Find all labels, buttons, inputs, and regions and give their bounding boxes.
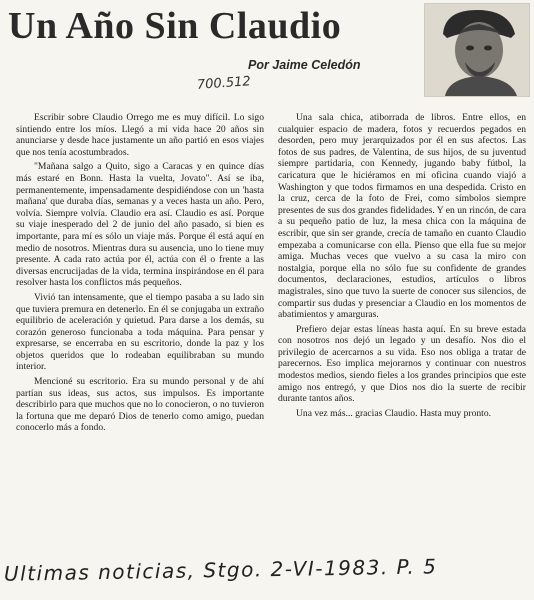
portrait-photo bbox=[424, 3, 530, 97]
paragraph: Mencioné su escritorio. Era su mundo personal y de ahí partían sus ideas, sus actos, sus impulsos. Es importante describirlo para que muchos que no lo conocieron, o no tuvieron la fortuna que me deparó Dios de tenerlo como amigo, puedan conocerlo más a fondo. bbox=[16, 376, 264, 434]
article-column-right bbox=[278, 112, 526, 422]
paragraph: Vivió tan intensamente, que el tiempo pasaba a su lado sin que tuviera premura en detenerlo. En él se conjugaba un extraño equilibrio de aceleración y quietud. Para darse a los demás, su corazón generoso funcionaba a toda máquina. Para pensar y expresarse, se encerraba en su escritorio, donde la paz y los objetos queridos que lo rodeaban equilibraban su mundo interior. bbox=[16, 291, 264, 373]
paragraph: Una sala chica, atiborrada de libros. Entre ellos, en cualquier espacio de madera, fotos y recuerdos pegados en desorden, pero muy jerarquizados por él en sus afectos. Las fotos de sus padres, de Valentina, de sus hijos, de su juventud siempre partidaria, con Kennedy, jugando baby fútbol, la caricatura que le hiciéramos en mi oficina cuando viajó a Washington y que todos firmamos en una despedida. Cristo en la cruz, cerca de la foto de Frei, como símbolos siempre presentes de sus dos grandes fidelidades. Y en un rincón, de cara a su pequeño patio de luz, la mesa chica con la máquina de escribir, que sin ser grande, crecía de tamaño en cuanto Claudio empezaba a comunicarse con ella. Pienso que ella fue su mejor amiga. Muchas veces que vuelvo a su casa la miro con nostalgia, porque ella no sólo fue su confidente de grandes documentos, declaraciones, estudios, artículos o libros magistrales, sino que tuvo la suerte de conocer sus silencios, de compartir sus dudas y presenciar a Claudio en los momentos de abatimientos y amarguras. bbox=[278, 112, 526, 321]
article-byline: Por Jaime Celedón bbox=[248, 58, 361, 72]
paragraph: Escribir sobre Claudio Orrego me es muy difícil. Lo sigo sintiendo entre los míos. Llegó a mi vida hace 20 años sin anunciarse y desde hace justamente un año partió en esos viajes que nos tenía acostumbrados. bbox=[16, 112, 264, 158]
paragraph: Prefiero dejar estas líneas hasta aquí. En su breve estada con nosotros nos dejó un legado y un desafío. Nos dio el privilegio de acercarnos a su vida. Eso nos obliga a tratar de parecernos. Eso implica mejorarnos y continuar con nuestros modestos medios, siendo fieles a los grandes principios que este amigo nos entregó, y que Dios nos dio la suerte de recibir durante tantos años. bbox=[278, 323, 526, 405]
paragraph: "Mañana salgo a Quito, sigo a Caracas y en quince días más estaré en Bonn. Hasta la vuelta, Jovato". Así se iba, permanentemente, impensadamente despidiéndose con un 'hasta mañana' que duraba días, semanas y a veces hasta un año. Pero, volvía. Siempre volvía. Claudio era así. Claudio es así. Porque su viaje inesperado del 2 de junio del año pasado, si bien es importante, para mí es sólo un viaje más. Porque él está aquí en medio de nosotros. Mientras dura su ausencia, uno lo tiene muy presente. A cada rato actúa por él, actúa con él o frente a las diversas encrucijadas de la vida, termina inspirándose en él para resolver hasta los conflictos más pequeños. bbox=[16, 161, 264, 289]
handwritten-catalog-mark: 700.512 bbox=[196, 74, 252, 93]
paragraph: Una vez más... gracias Claudio. Hasta muy pronto. bbox=[296, 407, 492, 419]
handwritten-source-note: Ultimas noticias, Stgo. 2-VI-1983. P. 5 bbox=[3, 554, 438, 586]
portrait-photo-icon bbox=[425, 4, 529, 96]
article-column-left bbox=[16, 112, 264, 437]
article-title: Un Año Sin Claudio bbox=[8, 5, 342, 47]
